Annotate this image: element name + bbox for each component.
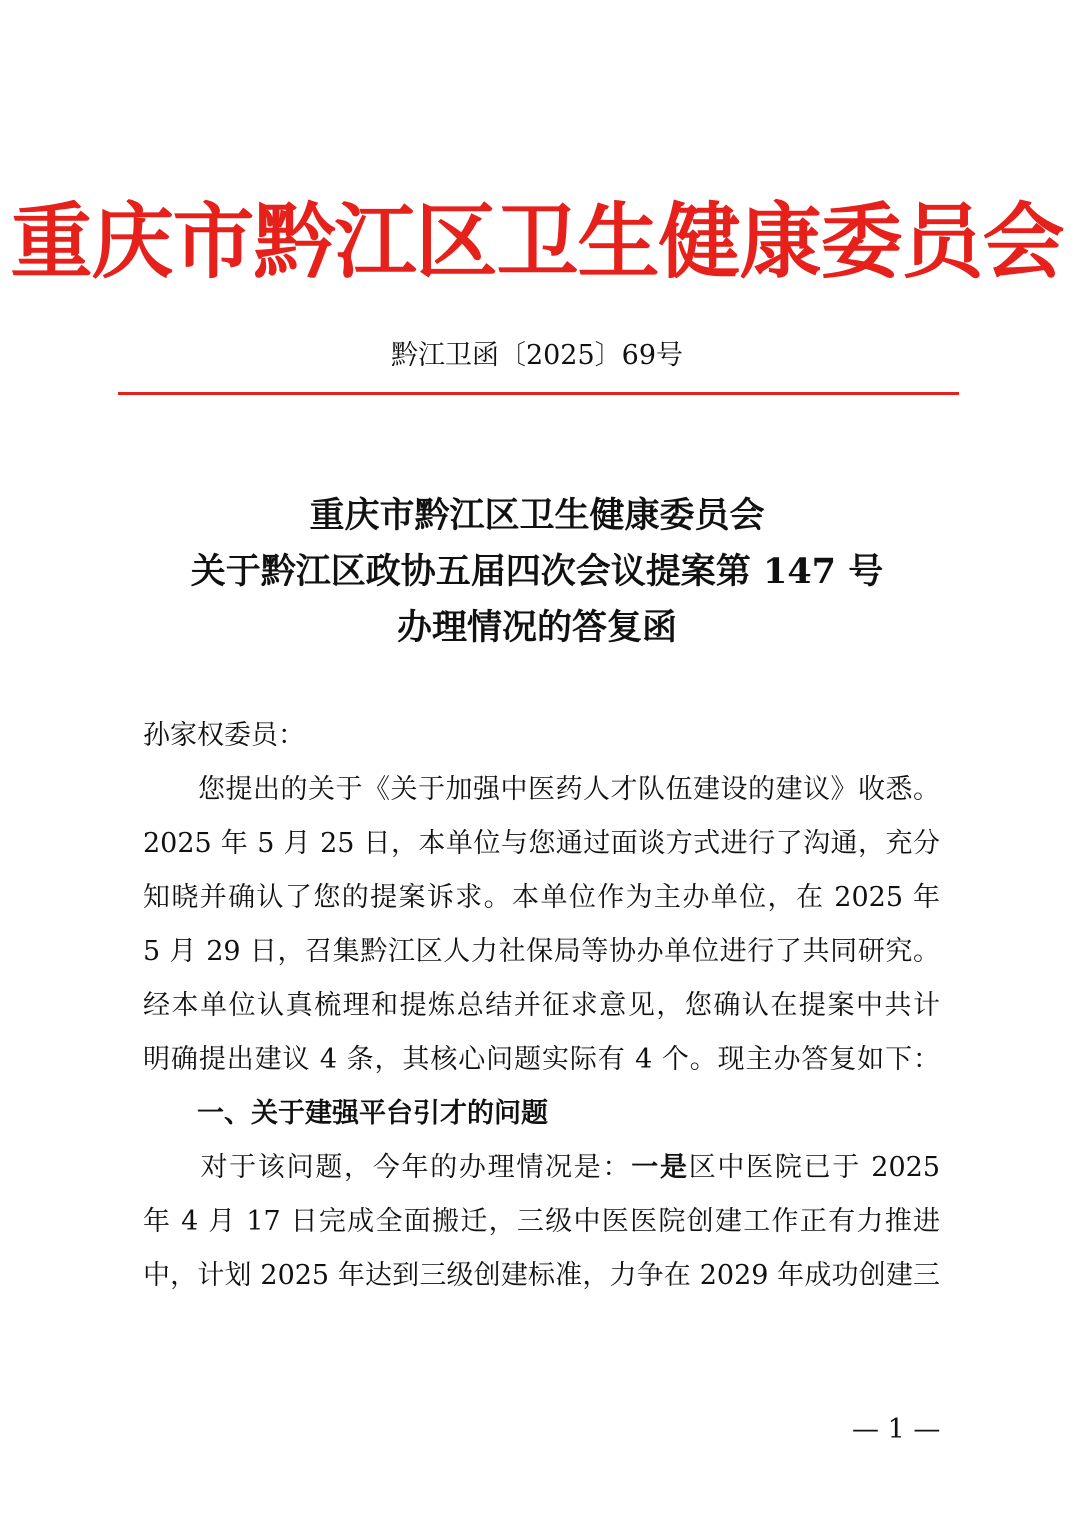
paragraph-prefix: 对于该问题，今年的办理情况是： [143, 1152, 632, 1183]
masthead: 重庆市黔江区卫生健康委员会 [10, 194, 1064, 290]
title-line-1: 重庆市黔江区卫生健康委员会 [309, 495, 765, 536]
paragraph-line: 明确提出建议 4 条，其核心问题实际有 4 个。现主办答复如下： [143, 1044, 940, 1075]
document-number: 黔江卫函〔2025〕69号 [390, 340, 684, 371]
paragraph-line [143, 1150, 940, 1186]
title-line-3: 办理情况的答复函 [396, 607, 677, 648]
paragraph-line: 您提出的关于《关于加强中医药人才队伍建设的建议》收悉。 [143, 774, 940, 805]
paragraph-line: 知晓并确认了您的提案诉求。本单位作为主办单位，在 2025 年 [143, 882, 940, 913]
red-separator-line [118, 392, 959, 395]
section-heading: 一、关于建强平台引才的问题 [197, 1098, 548, 1129]
paragraph-line: 年 4 月 17 日完成全面搬迁，三级中医医院创建工作正有力推进 [143, 1206, 940, 1237]
paragraph-line: 中，计划 2025 年达到三级创建标准，力争在 2029 年成功创建三 [143, 1260, 940, 1291]
paragraph-line: 5 月 29 日，召集黔江区人力社保局等协办单位进行了共同研究。 [143, 936, 940, 967]
paragraph-line: 2025 年 5 月 25 日，本单位与您通过面谈方式进行了沟通，充分 [143, 828, 940, 859]
salutation: 孙家权委员： [143, 720, 305, 751]
title-line-2: 关于黔江区政协五届四次会议提案第 147 号 [190, 551, 884, 592]
paragraph-line: 经本单位认真梳理和提炼总结并征求意见，您确认在提案中共计 [143, 990, 940, 1021]
lead-phrase: 一是 [631, 1152, 689, 1183]
paragraph-text: 区中医院已于 2025 [688, 1152, 941, 1183]
page-number: — 1 — [852, 1414, 941, 1445]
